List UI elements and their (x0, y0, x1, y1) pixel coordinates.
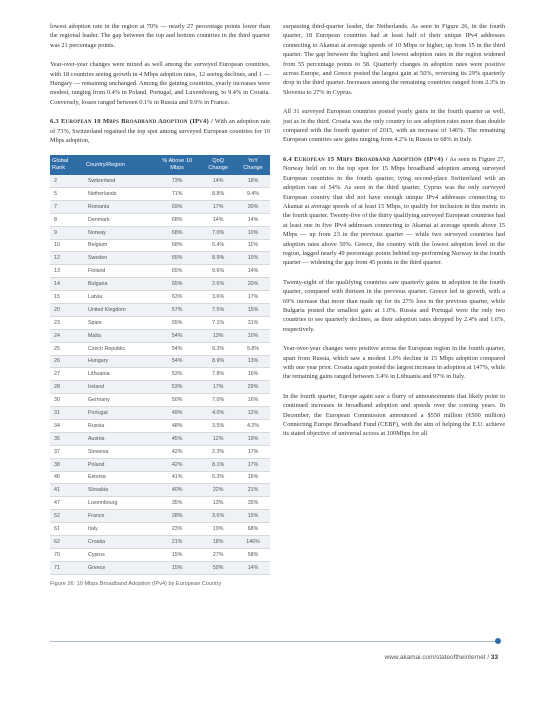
footer-rule (50, 641, 498, 642)
cell-above: 23% (154, 523, 200, 536)
cell-yoy: 20% (236, 278, 270, 291)
cell-country: Slovakia (84, 484, 154, 497)
footer-separator: / (485, 654, 491, 661)
cell-qoq: 17% (200, 381, 236, 394)
cell-above: 42% (154, 458, 200, 471)
table-row (50, 536, 270, 549)
paragraph: lowest adoption rate in the region at 70% — nearly 27 percentage points lower than the regional leader. The gap between the top and bottom countries in the third quarter was 21 percentage points. (50, 23, 270, 49)
cell-above: 21% (154, 536, 200, 549)
cell-country: Sweden (84, 252, 154, 265)
paragraph: Twenty-eight of the qualifying countries saw quarterly gains in adoption in the fourth quarter, compared with thirteen in the previous quarter. Greece led in growth, with a 69% increase that more than made up for its 27% loss in the previous quarter, while Bulgaria posted the smallest gain at 1.0%. Russia and Portugal were the only two countries to see quarterly declines, as their adoption rates dropped by 2.4% and 1.6%, respectively. (283, 278, 505, 333)
table-row (50, 239, 270, 252)
left-column (50, 22, 270, 587)
cell-country: Italy (84, 523, 154, 536)
cell-above: 55% (154, 316, 200, 329)
cell-yoy: 17% (236, 445, 270, 458)
cell-above: 45% (154, 432, 200, 445)
cell-qoq: 7.0% (200, 226, 236, 239)
cell-above: 54% (154, 342, 200, 355)
table-row (50, 355, 270, 368)
cell-above: 42% (154, 445, 200, 458)
cell-qoq: 14% (200, 213, 236, 226)
cell-qoq: 9.6% (200, 265, 236, 278)
cell-yoy: 30% (236, 200, 270, 213)
cell-above: 65% (154, 252, 200, 265)
cell-country: Norway (84, 226, 154, 239)
cell-yoy: 17% (236, 291, 270, 304)
cell-country: United Kingdom (84, 303, 154, 316)
table-row (50, 200, 270, 213)
cell-rank: 41 (50, 484, 84, 497)
cell-qoq: 7.1% (200, 316, 236, 329)
cell-qoq: 17% (200, 200, 236, 213)
cell-above: 63% (154, 291, 200, 304)
adoption-table (50, 155, 270, 574)
cell-yoy: 5.8% (236, 342, 270, 355)
cell-country: Denmark (84, 213, 154, 226)
cell-above: 65% (154, 278, 200, 291)
cell-country: Slovenia (84, 445, 154, 458)
cell-yoy: 16% (236, 471, 270, 484)
section-intro: As seen in Figure 27, Norway held on to the top spot for 15 Mbps broadband adoption among surveyed European countries in the fourth quarter, tying second-place Switzerland with an adoption rate of 54%. As seen in the third quarter, Cyprus was the only surveyed European country that did not have enough unique IPv4 addresses connecting to Akamai at average speeds of at least 15 Mbps, to qualify for inclusion in this metric in the fourth quarter. Twenty-five of the thirty qualifying surveyed European countries had at least one in five IPv4 addresses connecting to Akamai at average speeds above 15 Mbps — up from 23 in the previous quarter — while two surveyed countries had adoption rates above 50%. Greece, the country with the lowest adoption level in the region, lagged nearly 49 percentage points behind top-performing Norway in the fourth quarter — widening the gap from 45 points in the third quarter. (283, 155, 505, 267)
cell-rank: 27 (50, 368, 84, 381)
cell-rank: 10 (50, 239, 84, 252)
cell-country: Germany (84, 394, 154, 407)
cell-qoq: 4.0% (200, 407, 236, 420)
header-above: % Above 10 Mbps (154, 155, 200, 175)
cell-country: Netherlands (84, 187, 154, 200)
cell-yoy: 29% (236, 381, 270, 394)
cell-country: Finland (84, 265, 154, 278)
cell-country: Estonia (84, 471, 154, 484)
cell-rank: 61 (50, 523, 84, 536)
cell-yoy: 35% (236, 497, 270, 510)
cell-qoq: 7.0% (200, 394, 236, 407)
cell-rank: 28 (50, 381, 84, 394)
cell-yoy: 17% (236, 458, 270, 471)
header-rank: Global Rank (50, 155, 84, 175)
cell-qoq: 14% (200, 175, 236, 187)
cell-country: Switzerland (84, 175, 154, 187)
cell-yoy: 68% (236, 523, 270, 536)
cell-rank: 40 (50, 471, 84, 484)
cell-country: Greece (84, 561, 154, 574)
table-row (50, 471, 270, 484)
cell-above: 50% (154, 394, 200, 407)
cell-country: Lithuania (84, 368, 154, 381)
cell-above: 71% (154, 187, 200, 200)
cell-country: Austria (84, 432, 154, 445)
cell-country: Romania (84, 200, 154, 213)
table-row (50, 278, 270, 291)
section-heading: 6.3 European 10 Mbps Broadband Adoption (IPv4) / (50, 118, 214, 126)
cell-above: 35% (154, 497, 200, 510)
cell-qoq: 13% (200, 329, 236, 342)
cell-qoq: 22% (200, 484, 236, 497)
cell-rank: 14 (50, 278, 84, 291)
cell-yoy: 16% (236, 394, 270, 407)
cell-yoy: 18% (236, 175, 270, 187)
cell-rank: 15 (50, 291, 84, 304)
cell-country: France (84, 510, 154, 523)
cell-rank: 62 (50, 536, 84, 549)
cell-qoq: 3.6% (200, 510, 236, 523)
cell-above: 54% (154, 355, 200, 368)
cell-rank: 26 (50, 355, 84, 368)
table-row (50, 291, 270, 304)
table-row (50, 394, 270, 407)
cell-yoy: 14% (236, 213, 270, 226)
header-qoq: QoQ Change (200, 155, 236, 175)
cell-above: 68% (154, 213, 200, 226)
table-row (50, 213, 270, 226)
cell-country: Spain (84, 316, 154, 329)
cell-yoy: 15% (236, 510, 270, 523)
cell-qoq: 19% (200, 523, 236, 536)
table-row (50, 523, 270, 536)
cell-yoy: 14% (236, 561, 270, 574)
paragraph: In the fourth quarter, Europe again saw a flurry of announcements that likely point to continued increases in broadband adoption and speeds over the coming years. In December, the European Commission announced a $550 million (€500 million) Connecting Europe Broadband Fund (CEBF), with the aim of helping the E.U. achieve its stated objective of universal access at 100Mbps for all (283, 392, 505, 438)
cell-country: Czech Republic (84, 342, 154, 355)
cell-rank: 71 (50, 561, 84, 574)
cell-rank: 12 (50, 252, 84, 265)
cell-qoq: 3.6% (200, 291, 236, 304)
cell-qoq: 27% (200, 548, 236, 561)
cell-rank: 8 (50, 213, 84, 226)
paragraph: Year-over-year changes were mixed as well among the surveyed European countries, with 18 countries seeing growth in 4 Mbps adoption rates, 12 seeing declines, and 1 — Hungary — remaining unchanged. Among the gaining countries, yearly increases were modest, ranging from 0.4% in Poland, Portugal, and Luxembourg, to 9.4% in Croatia. Conversely, losses ranged between 0.1% in Russia and 9.9% in France. (50, 61, 270, 106)
cell-yoy: 16% (236, 368, 270, 381)
cell-yoy: 19% (236, 432, 270, 445)
cell-yoy: 15% (236, 303, 270, 316)
paragraph: Year-over-year changes were positive across the European region in the fourth quarter, apart from Russia, which saw a modest 1.0% decline in 15 Mbps adoption compared with one year prior. Croatia again posted the largest increase in adoption at 147%, while the remaining gains ranged between 3.4% in Lithuania and 97% in Italy. (283, 345, 505, 381)
cell-country: Poland (84, 458, 154, 471)
cell-qoq: 8.9% (200, 252, 236, 265)
cell-qoq: 13% (200, 497, 236, 510)
table-row (50, 407, 270, 420)
cell-yoy: 11% (236, 239, 270, 252)
cell-above: 53% (154, 381, 200, 394)
table-row (50, 252, 270, 265)
cell-country: Croatia (84, 536, 154, 549)
cell-country: Malta (84, 329, 154, 342)
cell-qoq: 3.5% (200, 419, 236, 432)
cell-yoy: 31% (236, 316, 270, 329)
cell-qoq: 18% (200, 536, 236, 549)
cell-country: Russia (84, 419, 154, 432)
cell-country: Cyprus (84, 548, 154, 561)
table-row (50, 329, 270, 342)
cell-above: 57% (154, 303, 200, 316)
table-row (50, 342, 270, 355)
figure-caption: Figure 26: 10 Mbps Broadband Adoption (IPv4) by European Country (50, 580, 222, 587)
cell-qoq: 8.9% (200, 355, 236, 368)
cell-above: 53% (154, 368, 200, 381)
cell-rank: 20 (50, 303, 84, 316)
section-heading: 6.4 European 15 Mbps Broadband Adoption (IPv4) / (283, 155, 448, 163)
cell-rank: 52 (50, 510, 84, 523)
table-row (50, 175, 270, 187)
cell-above: 40% (154, 484, 200, 497)
cell-rank: 23 (50, 316, 84, 329)
page-number: 33 (490, 654, 498, 661)
cell-qoq: 12% (200, 432, 236, 445)
table-row (50, 484, 270, 497)
cell-qoq: 8.8% (200, 187, 236, 200)
cell-qoq: 2.6% (200, 278, 236, 291)
paragraph: All 31 surveyed European countries posted yearly gains in the fourth quarter as well, just as in the third. Croatia was the only country to see adoption rates more than double compared with the fourth quarter of 2015, with an increase of 146%. The remaining European countries saw gains ranging from 4.2% in Russia to 68% in Italy. (283, 108, 505, 144)
paragraph: surpassing third-quarter leader, the Netherlands. As seen in Figure 26, in the fourth quarter, 18 European countries had at least half of their unique IPv4 addresses connecting to Akamai at average speeds of 10 Mbps or higher, up from 15 in the third quarter. The gap between the highest and lowest adoption rates in the region widened from 55 percentage points to 58. Quarterly changes in adoption rates were positive across Europe, and Greece posted the largest gain at 50%, reversing its 29% quarterly drop in the third quarter. Increases among the remaining countries ranged from 2.3% in Slovenia to 27% in Cyprus. (283, 23, 505, 96)
cell-qoq: 7.5% (200, 303, 236, 316)
cell-yoy: 10% (236, 329, 270, 342)
table-header-row (50, 155, 270, 175)
cell-yoy: 14% (236, 265, 270, 278)
table-row (50, 303, 270, 316)
cell-rank: 5 (50, 187, 84, 200)
table-row (50, 226, 270, 239)
cell-rank: 47 (50, 497, 84, 510)
cell-qoq: 5.4% (200, 239, 236, 252)
cell-rank: 30 (50, 394, 84, 407)
cell-yoy: 4.2% (236, 419, 270, 432)
section-6-3 (50, 117, 270, 145)
table-row (50, 381, 270, 394)
cell-rank: 7 (50, 200, 84, 213)
table-row (50, 187, 270, 200)
cell-above: 41% (154, 471, 200, 484)
cell-above: 68% (154, 239, 200, 252)
cell-above: 49% (154, 407, 200, 420)
cell-rank: 34 (50, 419, 84, 432)
page-footer (385, 654, 498, 661)
table-row (50, 368, 270, 381)
cell-country: Bulgaria (84, 278, 154, 291)
header-yoy: YoY Change (236, 155, 270, 175)
table-row (50, 445, 270, 458)
cell-rank: 13 (50, 265, 84, 278)
cell-above: 54% (154, 329, 200, 342)
table-row (50, 561, 270, 574)
table-row (50, 497, 270, 510)
cell-rank: 9 (50, 226, 84, 239)
cell-yoy: 12% (236, 407, 270, 420)
cell-yoy: 13% (236, 355, 270, 368)
cell-rank: 70 (50, 548, 84, 561)
cell-qoq: 8.1% (200, 458, 236, 471)
cell-above: 48% (154, 419, 200, 432)
table-row (50, 316, 270, 329)
cell-yoy: 9.4% (236, 187, 270, 200)
cell-rank: 31 (50, 407, 84, 420)
table-row (50, 548, 270, 561)
cell-qoq: 5.3% (200, 471, 236, 484)
cell-yoy: 10% (236, 252, 270, 265)
cell-rank: 38 (50, 458, 84, 471)
cell-yoy: 146% (236, 536, 270, 549)
cell-qoq: 9.3% (200, 342, 236, 355)
table-row (50, 432, 270, 445)
cell-qoq: 50% (200, 561, 236, 574)
cell-above: 28% (154, 510, 200, 523)
cell-rank: 35 (50, 432, 84, 445)
footer-dot-icon (495, 638, 501, 644)
cell-above: 73% (154, 175, 200, 187)
cell-qoq: 7.8% (200, 368, 236, 381)
table-row (50, 510, 270, 523)
cell-above: 68% (154, 226, 200, 239)
cell-country: Belgium (84, 239, 154, 252)
cell-rank: 2 (50, 175, 84, 187)
cell-above: 69% (154, 200, 200, 213)
cell-rank: 37 (50, 445, 84, 458)
cell-country: Latvia (84, 291, 154, 304)
section-intro: With an adoption rate of 73%, Switzerland regained the top spot among surveyed European countries for 10 Mbps adoption, (50, 118, 270, 145)
cell-above: 15% (154, 548, 200, 561)
cell-rank: 25 (50, 342, 84, 355)
right-column (283, 22, 505, 449)
footer-url: www.akamai.com/stateoftheinternet (384, 654, 486, 661)
cell-country: Ireland (84, 381, 154, 394)
cell-above: 65% (154, 265, 200, 278)
cell-above: 15% (154, 561, 200, 574)
header-country: Country/Region (84, 155, 154, 175)
cell-rank: 24 (50, 329, 84, 342)
cell-country: Portugal (84, 407, 154, 420)
table-row (50, 419, 270, 432)
cell-qoq: 2.3% (200, 445, 236, 458)
table-row (50, 458, 270, 471)
cell-country: Luxembourg (84, 497, 154, 510)
section-6-4 (283, 155, 505, 268)
cell-yoy: 10% (236, 226, 270, 239)
cell-yoy: 21% (236, 484, 270, 497)
table-row (50, 265, 270, 278)
cell-yoy: 58% (236, 548, 270, 561)
cell-country: Hungary (84, 355, 154, 368)
